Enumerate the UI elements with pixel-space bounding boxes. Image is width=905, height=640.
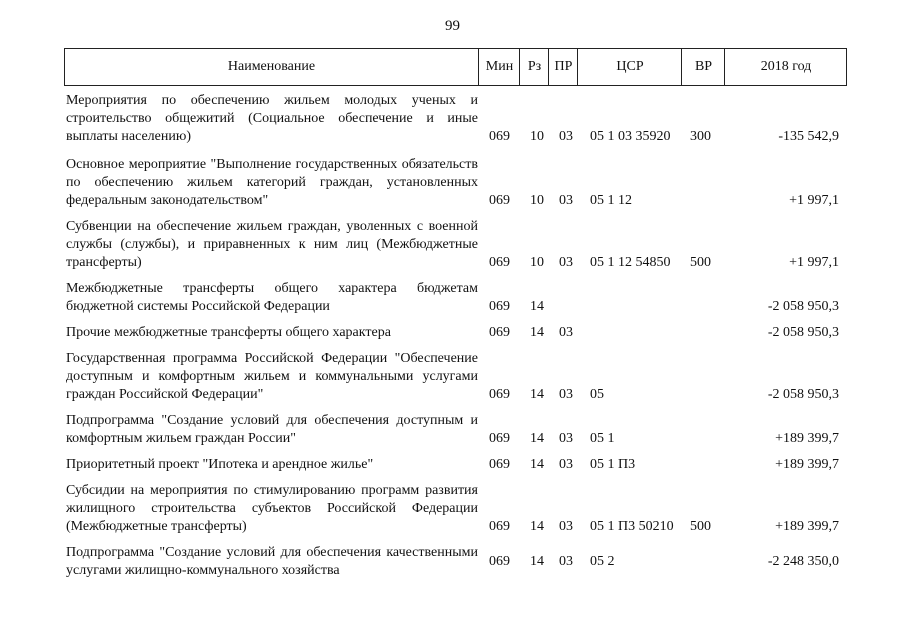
header-rz: Рз xyxy=(519,49,549,85)
row-sum: +1 997,1 xyxy=(789,193,839,208)
table-row xyxy=(0,150,905,212)
header-name: Наименование xyxy=(227,59,316,74)
row-rz: 14 xyxy=(530,519,544,534)
header-pr: ПР xyxy=(548,49,578,85)
row-vr: 500 xyxy=(690,519,711,534)
row-name: Основное мероприятие "Выполнение государственных обязательств по обеспечению жильем категорий граждан, установленных федеральным законодательством" xyxy=(66,157,478,208)
header-year: 2018 год xyxy=(724,49,847,85)
row-min: 069 xyxy=(489,255,510,270)
row-rz: 14 xyxy=(530,554,544,569)
table-row xyxy=(0,406,905,450)
row-min: 069 xyxy=(489,519,510,534)
row-sum: -2 058 950,3 xyxy=(767,299,839,314)
row-sum: +189 399,7 xyxy=(775,519,839,534)
table-body xyxy=(0,86,905,584)
row-min: 069 xyxy=(489,193,510,208)
row-pr: 03 xyxy=(559,519,573,534)
row-sum: +1 997,1 xyxy=(789,255,839,270)
table-row xyxy=(0,344,905,406)
table-row xyxy=(0,212,905,274)
table-row xyxy=(0,538,905,584)
row-pr: 03 xyxy=(559,387,573,402)
row-sum: -135 542,9 xyxy=(778,129,839,144)
row-min: 069 xyxy=(489,431,510,446)
header-csr: ЦСР xyxy=(577,49,682,85)
table-row xyxy=(0,274,905,318)
row-vr: 300 xyxy=(690,129,711,144)
row-min: 069 xyxy=(489,129,510,144)
row-csr: 05 1 12 xyxy=(590,193,632,208)
table-row xyxy=(0,318,905,344)
row-name: Подпрограмма "Создание условий для обеспечения доступным и комфортным жильем граждан России" xyxy=(66,413,478,446)
table-row xyxy=(0,450,905,476)
row-sum: +189 399,7 xyxy=(775,457,839,472)
row-rz: 14 xyxy=(530,299,544,314)
row-sum: -2 058 950,3 xyxy=(767,387,839,402)
row-name: Подпрограмма "Создание условий для обеспечения качественными услугами жилищно-коммунального хозяйства xyxy=(66,545,478,578)
row-min: 069 xyxy=(489,299,510,314)
row-rz: 10 xyxy=(530,193,544,208)
row-pr: 03 xyxy=(559,554,573,569)
row-name: Прочие межбюджетные трансферты общего характера xyxy=(66,325,391,340)
row-csr: 05 2 xyxy=(590,554,615,569)
header-min: Мин xyxy=(478,49,520,85)
row-sum: +189 399,7 xyxy=(775,431,839,446)
row-csr: 05 1 xyxy=(590,431,615,446)
row-pr: 03 xyxy=(559,325,573,340)
row-rz: 10 xyxy=(530,255,544,270)
row-rz: 14 xyxy=(530,325,544,340)
row-rz: 14 xyxy=(530,431,544,446)
row-min: 069 xyxy=(489,387,510,402)
row-name: Приоритетный проект "Ипотека и арендное жилье" xyxy=(66,457,374,472)
header-vr: ВР xyxy=(681,49,725,85)
row-rz: 10 xyxy=(530,129,544,144)
row-name: Мероприятия по обеспечению жильем молодых ученых и строительство общежитий (Социальное обеспечение и иные выплаты населению) xyxy=(66,93,478,144)
row-name: Государственная программа Российской Федерации "Обеспечение доступным и комфортным жильем и коммунальными услугами граждан Российской Федерации" xyxy=(66,351,478,402)
row-rz: 14 xyxy=(530,457,544,472)
row-csr: 05 1 03 35920 xyxy=(590,129,671,144)
row-csr: 05 1 П3 50210 xyxy=(590,519,674,534)
row-csr: 05 1 П3 xyxy=(590,457,636,472)
row-rz: 14 xyxy=(530,387,544,402)
row-min: 069 xyxy=(489,457,510,472)
page-number: 99 xyxy=(445,18,460,34)
row-min: 069 xyxy=(489,325,510,340)
row-pr: 03 xyxy=(559,255,573,270)
row-pr: 03 xyxy=(559,193,573,208)
row-pr: 03 xyxy=(559,431,573,446)
table-row xyxy=(0,86,905,150)
table-header xyxy=(64,48,847,86)
row-name: Субсидии на мероприятия по стимулированию программ развития жилищного строительства субъектов Российской Федерации (Межбюджетные трансферты) xyxy=(66,483,478,534)
row-name: Субвенции на обеспечение жильем граждан, уволенных с военной службы (службы), и приравненных к ним лиц (Межбюджетные трансферты) xyxy=(66,219,478,270)
row-csr: 05 xyxy=(590,387,604,402)
row-csr: 05 1 12 54850 xyxy=(590,255,671,270)
row-name: Межбюджетные трансферты общего характера бюджетам бюджетной системы Российской Федерации xyxy=(66,281,478,314)
row-pr: 03 xyxy=(559,129,573,144)
row-sum: -2 248 350,0 xyxy=(767,554,839,569)
row-pr: 03 xyxy=(559,457,573,472)
row-vr: 500 xyxy=(690,255,711,270)
table-row xyxy=(0,476,905,538)
row-sum: -2 058 950,3 xyxy=(767,325,839,340)
row-min: 069 xyxy=(489,554,510,569)
